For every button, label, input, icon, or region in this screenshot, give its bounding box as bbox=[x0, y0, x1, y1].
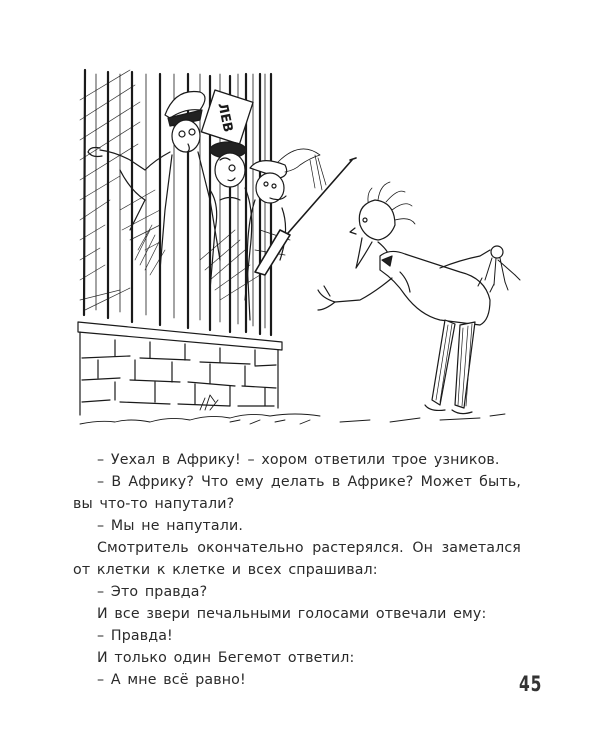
text-line: – А мне всё равно! bbox=[97, 672, 246, 688]
zookeeper-figure bbox=[318, 182, 520, 414]
text-line: Смотритель окончательно растерялся. Он заметался bbox=[97, 540, 521, 556]
brick-wall bbox=[78, 322, 282, 415]
illustration bbox=[60, 60, 540, 430]
text-line: – Правда! bbox=[97, 628, 173, 644]
text-line: – Уехал в Африку! – хором ответили трое узников. bbox=[97, 452, 500, 468]
text-line: И все звери печальными голосами отвечали ему: bbox=[97, 606, 487, 622]
page-number: 45 bbox=[519, 672, 543, 696]
text-line: И только один Бегемот ответил: bbox=[97, 650, 355, 666]
text-line: вы что-то напутали? bbox=[73, 496, 235, 512]
text-line: – Мы не напутали. bbox=[97, 518, 244, 534]
text-line: – В Африку? Что ему делать в Африке? Может быть, bbox=[97, 474, 521, 490]
text-line: – Это правда? bbox=[97, 584, 208, 600]
svg-text:ЛЕВ: ЛЕВ bbox=[214, 101, 236, 134]
text-line: от клетки к клетке и всех спрашивал: bbox=[73, 562, 378, 578]
story-text bbox=[73, 449, 521, 691]
